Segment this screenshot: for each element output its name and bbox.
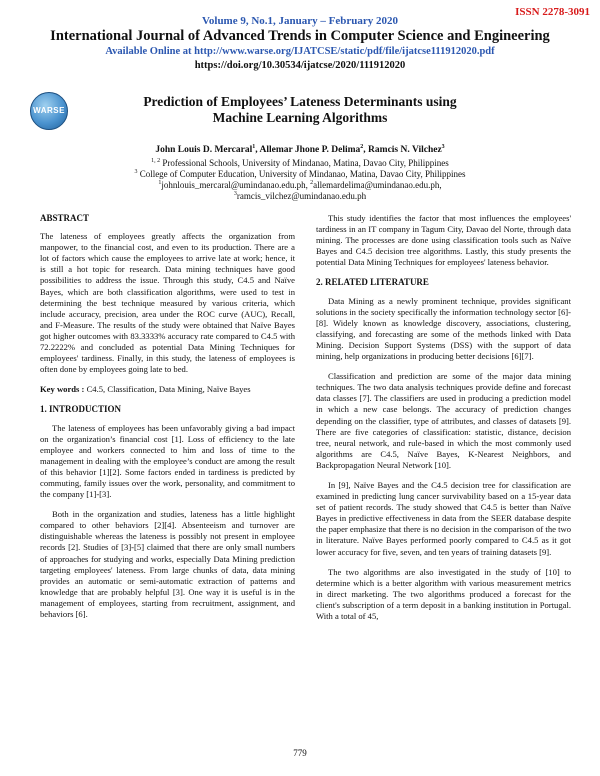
- journal-title: International Journal of Advanced Trends in Computer Science and Engineering: [50, 28, 550, 44]
- author-1-sup: 1: [252, 144, 256, 150]
- author-2-sup: 2: [360, 144, 364, 150]
- related-literature-paragraph-1: Data Mining as a newly prominent technique, provides significant solutions in the society specifically the information technology sector [6]-[8]. Widely known as knowledge discovery, associations, clustering, classifying, and forecasting are some of the methods linked with Data Mining. Decision Support Systems (DSS) with the support of data mining, help organizations in producing better decisions [6][7].: [316, 295, 571, 362]
- abstract-heading: ABSTRACT: [40, 213, 90, 223]
- affiliation-1-text: Professional Schools, University of Mindanao, Matina, Davao City, Philippines: [162, 158, 449, 168]
- email-1[interactable]: johnlouis_mercaral@umindanao.edu.ph: [161, 180, 306, 190]
- intro-continuation-paragraph: This study identifies the factor that most influences the employees' tardiness in an IT company in Tagum City, Davao del Norte, through data mining. The processes are done using classification tools such as Naïve Bayes and C4.5 decision tree algorithms. Lastly, this study presents the potential Data Mining Techniques for employees' lateness behavior.: [316, 213, 571, 268]
- keywords-label: Key words :: [40, 384, 85, 395]
- affiliation-2-sup: 3: [134, 169, 138, 175]
- available-online-link[interactable]: Available Online at http://www.warse.org/IJATCSE/static/pdf/file/ijatcse111912020.pdf: [105, 46, 495, 57]
- doi-link[interactable]: https://doi.org/10.30534/ijatcse/2020/111912020: [194, 60, 406, 71]
- author-3-sup: 3: [441, 144, 445, 150]
- keywords: [40, 384, 295, 395]
- email-1-sup: 1: [158, 180, 162, 186]
- page-number: 779: [293, 748, 307, 758]
- paper-title-line1: Prediction of Employees’ Lateness Determinants using: [143, 94, 457, 109]
- email-3[interactable]: ramcis_vilchez@umindanao.edu.ph: [236, 191, 367, 201]
- paper-title: [100, 94, 500, 126]
- author-2: Allemar Jhone P. Delima: [259, 145, 361, 156]
- abstract-text: The lateness of employees greatly affects the organization from manpower, to the financial cost, and even to its production. There are a lot of factors which cause the employees to arrive late at work; hence, it is still a hot topic for research. Data mining techniques have good possibilities to address the issue. Through this study, C4.5 and Naïve Bayes, which are both classification algorithms, were used to test in determining the best technique measured by various criteria, which include accuracy, precision, area under the ROC curve (AUC), Recall, and F-Measure. The results of the study were obtained that Naïve Bayes got higher outcomes with 83.3333% accuracy rate compared to C4.5 with 72.2222% and concluded as potential Data Mining Techniques for employees' tardiness. Finally, in this study, the lateness of employees is often done by employees going late to bed.: [40, 231, 295, 375]
- introduction-paragraph-1: The lateness of employees has been unfavorably giving a bad impact on the organization’s financial cost [1]. Loss of efficiency to the late employee and workers connected to him and loss of time to the management in dealing with the employee’s conduct are among the result of this behavior [1][2]. Some factors ended in tardiness is predicted by commuting, family issues over the work, personality, and commitment to the company [1]-[3].: [40, 422, 295, 500]
- email-2-sup: 2: [310, 180, 314, 186]
- related-literature-paragraph-3: In [9], Naïve Bayes and the C4.5 decision tree for classification are examined in predicting lung cancer survivability based on a 15-year data set of patient records. The study showed that C4.5 is better than Naïve Bayes in predictive effectiveness in data from the SEER database despite the paper emphasize that there is no decision in the comparison of the two in literature. Naïve Bayes performed poorly compared to C4.5 as it got lower accuracy for five, seven, and ten years of training datasets [9].: [316, 479, 571, 557]
- warse-logo-text: WARSE: [33, 106, 65, 115]
- related-literature-paragraph-2: Classification and prediction are some of the major data mining techniques. The two data analysis techniques provide define and forecast data classes [7]. The classifiers are used in producing a prediction model in which a new case belongs. The accuracy of prediction changes depending on the classifier, type of attributes, and classes of datasets [9]. There are five categories of classification: statistic, distance, decision tree, neural network, and rule-based in which the most commonly used algorithms are C4.5, Naïve Bayes, K-Nearest Neighbors, and Backpropagation Neural Network [10].: [316, 371, 571, 470]
- related-literature-heading: 2. RELATED LITERATURE: [316, 277, 429, 288]
- author-1: John Louis D. Mercaral: [155, 145, 253, 156]
- right-column: [316, 213, 571, 631]
- email-line-1: $^1$johnlouis_mercaral@umindanao.edu.ph, $^2$allemardelima@umindanao.edu.ph,: [158, 180, 442, 190]
- volume-line: Volume 9, No.1, January – February 2020: [201, 15, 399, 27]
- author-list: John Louis D. Mercaral$^1$, Allemar Jhone P. Delima$^2$, Ramcis N. Vilchez$^3$: [155, 144, 445, 156]
- affiliation-2-text: College of Computer Education, University of Mindanao, Matina, Davao City, Philippines: [139, 169, 466, 179]
- issn-label: ISSN 2278-3091: [515, 6, 590, 18]
- paper-title-line2: Machine Learning Algorithms: [212, 110, 388, 125]
- email-2[interactable]: allemardelima@umindanao.edu.ph: [313, 180, 440, 190]
- email-3-sup: 3: [233, 191, 237, 197]
- email-line-2: [0, 189, 600, 202]
- affiliation-1-sup: 1, 2: [151, 158, 161, 164]
- author-3: Ramcis N. Vilchez: [368, 145, 442, 156]
- keywords-text: C4.5, Classification, Data Mining, Naïve Bayes: [86, 384, 251, 395]
- left-column: [40, 213, 295, 629]
- introduction-heading: 1. INTRODUCTION: [40, 404, 122, 415]
- related-literature-paragraph-4: The two algorithms are also investigated in the study of [10] to determine which is a better algorithm with various measurement metrics in direct marketing. The two algorithms produced a forecast for the client's subscription of a term deposit in a banking institution in Portugal. With a total of 45,: [316, 566, 571, 621]
- introduction-paragraph-2: Both in the organization and studies, lateness has a little highlight compared to other behaviors [2][4]. Absenteeism and turnover are distinguishable whereas the lateness is possibly not present in employee records [2]. Studies of [3]-[5] claimed that there are only small numbers of approaches for studying and works, especially Data Mining prediction targeting employees' lateness. From large chunks of data, data mining provides an automatic or semi-automatic extraction of patterns and knowledge that are probably helpful [3]. One way it is useful is in the management of employees, starting from recruitment, assignment, and behaviors [6].: [40, 509, 295, 619]
- warse-logo: [30, 92, 68, 130]
